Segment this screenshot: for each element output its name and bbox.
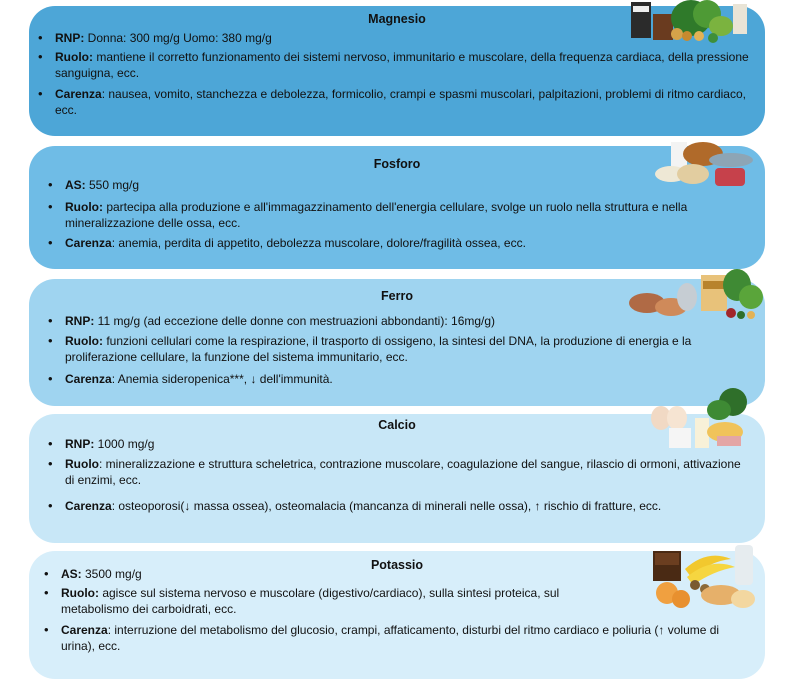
card-calcio — [29, 414, 765, 543]
list-item: • RNP: 11 mg/g (ad eccezione delle donne con mestruazioni abbondanti): 16mg/g) — [65, 313, 749, 329]
leafy-greens-nuts-chocolate-food-image — [629, 0, 749, 44]
card-magnesio — [29, 6, 765, 136]
milk-meat-fish-grains-food-image — [651, 140, 761, 190]
list-item: • AS: 3500 mg/g — [61, 566, 625, 582]
card-fosforo — [29, 146, 765, 269]
list-item: • Carenza: Anemia sideropenica***, ↓ dell'immunità. — [65, 371, 749, 387]
list-item: • Ruolo: mantiene il corretto funzionamento dei sistemi nervoso, immunitario e muscolare, della frequenza cardiaca, della pressione sanguigna, ecc. — [55, 49, 749, 81]
list-item: • Carenza: osteoporosi(↓ massa ossea), osteomalacia (mancanza di minerali nelle ossa), ↑ rischio di fratture, ecc. — [65, 498, 749, 514]
list-item: • Ruolo: agisce sul sistema nervoso e muscolare (digestivo/cardiaco), sulla sintesi proteica, sul metabolismo dei carboidrati, ecc. — [61, 585, 625, 617]
card-title: Calcio — [378, 418, 416, 432]
card-list — [65, 177, 749, 251]
card-title: Fosforo — [373, 157, 421, 171]
list-item: • RNP: 1000 mg/g — [65, 436, 749, 452]
card-title: Magnesio — [368, 12, 426, 26]
card-potassio — [29, 551, 765, 679]
list-item: • Ruolo: partecipa alla produzione e all'immagazzinamento dell'energia cellulare, svolge un ruolo nella struttura e nella mineralizzazione delle ossa, ecc. — [65, 199, 749, 231]
meat-cereal-vegetables-food-image — [627, 267, 767, 327]
list-item: • Ruolo: funzioni cellulari come la respirazione, il trasporto di ossigeno, la sintesi del DNA, la produzione di energia e la proliferazione cellulare, la funzione del sistema immunitario, ecc. — [65, 333, 749, 365]
card-ferro — [29, 279, 765, 406]
list-item: • Carenza: nausea, vomito, stanchezza e debolezza, formicolio, crampi e spasmi muscolari, palpitazioni, problemi di ritmo cardiaco, ecc. — [55, 86, 749, 118]
card-title: Ferro — [381, 289, 413, 303]
list-item: • Carenza: anemia, perdita di appetito, debolezza muscolare, dolore/fragilità ossea, ecc. — [65, 235, 749, 251]
card-list — [61, 566, 720, 654]
list-item: • RNP: Donna: 300 mg/g Uomo: 380 mg/g — [55, 30, 749, 46]
list-item: • Ruolo: mineralizzazione e struttura scheletrica, contrazione muscolare, coagulazione del sangue, rilascio di ormoni, attivazione di enzimi, ecc. — [65, 456, 749, 488]
dairy-eggs-spinach-food-image — [647, 388, 751, 450]
banana-chocolate-apricot-milk-food-image — [651, 543, 757, 613]
card-title: Potassio — [370, 558, 424, 572]
list-item: • Carenza: interruzione del metabolismo del glucosio, crampi, affaticamento, disturbi del ritmo cardiaco e poliuria (↑ volume di urina), ecc. — [61, 622, 721, 654]
list-item: • AS: 550 mg/g — [65, 177, 749, 193]
